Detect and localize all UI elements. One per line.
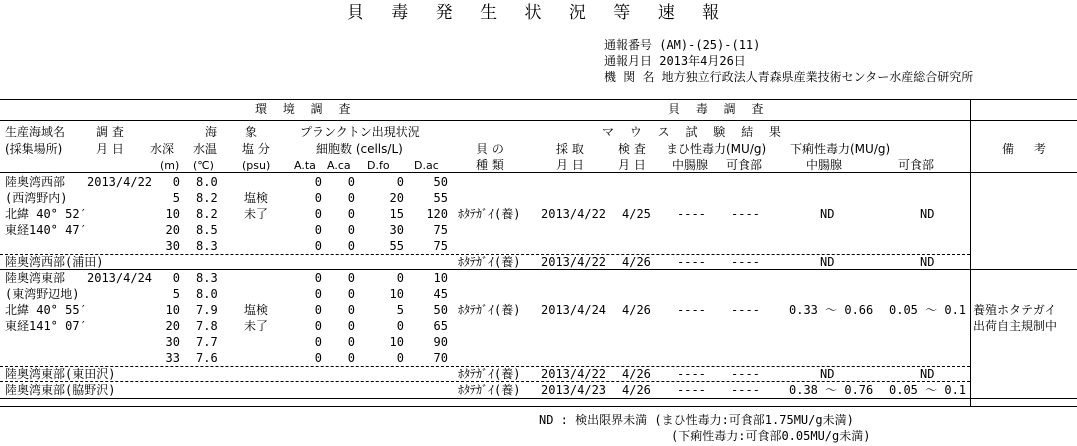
salinity-cell: 未了	[244, 319, 269, 333]
dsp-gland-header: 中腸腺	[806, 158, 843, 172]
sampling-place: (西湾野内)	[5, 191, 68, 205]
water-temp-header: 水温	[193, 142, 218, 156]
phenomenon-header: 象	[245, 125, 258, 139]
dac-cell: 90	[433, 335, 448, 349]
depth-cell: 33	[165, 351, 180, 365]
temp-cell: 8.5	[196, 223, 218, 237]
sampling-date-header: 月 日	[556, 158, 584, 172]
table-bottom-rule	[0, 406, 1077, 407]
ata-cell: 0	[314, 287, 322, 301]
psp-edible-cell: ----	[731, 207, 760, 221]
salinity-unit: (psu)	[242, 159, 271, 172]
dfo-cell: 0	[396, 351, 404, 365]
psp-gland-cell: ----	[677, 303, 706, 317]
ata-cell: 0	[314, 303, 322, 317]
cell-count-header: 細胞数 (cells/L)	[316, 142, 403, 156]
salinity-cell: 塩検	[244, 191, 269, 205]
aca-cell: 0	[347, 239, 355, 253]
ata-cell: 0	[314, 319, 322, 333]
area-name: 陸奥湾東部(東田沢)	[5, 367, 116, 381]
dfo-cell: 30	[389, 223, 404, 237]
dac-cell: 45	[433, 287, 448, 301]
aca-cell: 0	[347, 335, 355, 349]
dac-cell: 65	[433, 319, 448, 333]
report-number: 通報番号 (AM)-(25)-(11)	[604, 38, 761, 52]
aca-cell: 0	[347, 351, 355, 365]
dac-cell: 50	[433, 303, 448, 317]
area-name: 陸奥湾東部	[5, 271, 66, 285]
aca-cell: 0	[347, 223, 355, 237]
temp-cell: 7.6	[196, 351, 218, 365]
sampling-place: (東湾野辺地)	[5, 287, 80, 301]
environment-header: 環 境 調 査	[255, 102, 357, 116]
dsp-gland-cell: 0.38 ～ 0.76	[789, 383, 874, 397]
remarks-header: 備 考	[1002, 142, 1054, 156]
dac-cell: 70	[433, 351, 448, 365]
dac-header: D.ac	[414, 159, 439, 172]
longitude: 東経141° 07′	[5, 319, 87, 333]
psp-edible-header: 可食部	[726, 158, 763, 172]
row-divider	[0, 381, 970, 382]
sample-date-cell: 2013/4/23	[541, 383, 607, 397]
psp-header: まひ性毒力(MU/g)	[666, 142, 767, 156]
ata-cell: 0	[314, 271, 322, 285]
aca-cell: 0	[347, 207, 355, 221]
survey-header: 調 査	[96, 125, 124, 139]
salinity-header: 塩 分	[242, 142, 270, 156]
aca-cell: 0	[347, 303, 355, 317]
dfo-cell: 15	[389, 207, 404, 221]
temp-cell: 7.9	[196, 303, 218, 317]
inspection-date-header: 月 日	[618, 158, 646, 172]
depth-cell: 0	[172, 175, 180, 189]
sample-date-cell: 2013/4/22	[541, 255, 607, 269]
shellfish-header: 貝 の	[476, 142, 504, 156]
remarks-cell: 出荷自主規制中	[973, 319, 1058, 333]
psp-gland-cell: ----	[677, 255, 706, 269]
footnote-dsp: (下痢性毒力:可食部0.05MU/g未満)	[671, 429, 871, 443]
temp-cell: 8.2	[196, 207, 218, 221]
depth-cell: 30	[165, 335, 180, 349]
shellfish-survey-header: 貝 毒 調 査	[668, 102, 770, 116]
test-date-cell: 4/26	[622, 255, 651, 269]
survey-date: 2013/4/24	[87, 271, 153, 285]
psp-gland-cell: ----	[677, 207, 706, 221]
ata-header: A.ta	[294, 159, 316, 172]
dfo-cell: 10	[389, 335, 404, 349]
survey-date-header: 月 日	[96, 142, 124, 156]
sample-date-cell: 2013/4/24	[541, 303, 607, 317]
plankton-header: プランクトン出現状況	[300, 125, 420, 139]
species-header: 種 類	[476, 158, 504, 172]
ata-cell: 0	[314, 175, 322, 189]
psp-gland-header: 中腸腺	[672, 158, 709, 172]
temp-cell: 8.3	[196, 271, 218, 285]
dfo-cell: 0	[396, 319, 404, 333]
temp-cell: 8.0	[196, 287, 218, 301]
test-date-cell: 4/25	[622, 207, 651, 221]
dfo-cell: 0	[396, 271, 404, 285]
longitude: 東経140° 47′	[5, 223, 87, 237]
dsp-gland-cell: ND	[820, 255, 835, 269]
report-title: 貝 毒 発 生 状 況 等 速 報	[346, 3, 731, 23]
latitude: 北緯 40° 52′	[5, 207, 87, 221]
dsp-edible-header: 可食部	[898, 158, 935, 172]
ata-cell: 0	[314, 335, 322, 349]
dfo-cell: 5	[396, 303, 404, 317]
test-date-cell: 4/26	[622, 367, 651, 381]
species-cell: ﾎﾀﾃｶﾞｲ(養)	[458, 207, 521, 221]
header-group-rule	[0, 120, 1077, 121]
depth-cell: 5	[172, 287, 180, 301]
temp-cell: 8.3	[196, 239, 218, 253]
aca-cell: 0	[347, 319, 355, 333]
dac-cell: 10	[433, 271, 448, 285]
report-date: 通報月日 2013年4月26日	[604, 54, 746, 68]
sample-date-cell: 2013/4/22	[541, 367, 607, 381]
depth-cell: 10	[165, 303, 180, 317]
species-cell: ﾎﾀﾃｶﾞｲ(養)	[458, 303, 521, 317]
table-end-rule	[0, 398, 1077, 399]
remarks-column-rule	[970, 99, 971, 406]
row-divider	[0, 269, 1077, 270]
aca-cell: 0	[347, 191, 355, 205]
area-name: 陸奥湾東部(脇野沢)	[5, 383, 116, 397]
survey-date: 2013/4/22	[87, 175, 153, 189]
temp-cell: 7.8	[196, 319, 218, 333]
depth-header: 水深	[150, 142, 175, 156]
agency-name: 機 関 名 地方独立行政法人青森県産業技術センター水産総合研究所	[604, 70, 974, 84]
psp-edible-cell: ----	[731, 255, 760, 269]
dsp-edible-cell: 0.05 ～ 0.1	[889, 303, 967, 317]
psp-edible-cell: ----	[731, 383, 760, 397]
temp-unit: (℃)	[193, 159, 214, 172]
sea-header: 海	[205, 125, 218, 139]
depth-cell: 10	[165, 207, 180, 221]
temp-cell: 7.7	[196, 335, 218, 349]
inspection-header: 検 査	[618, 142, 646, 156]
dsp-edible-cell: 0.05 ～ 0.1	[889, 383, 967, 397]
temp-cell: 8.2	[196, 191, 218, 205]
temp-cell: 8.0	[196, 175, 218, 189]
depth-cell: 20	[165, 319, 180, 333]
depth-cell: 30	[165, 239, 180, 253]
dfo-cell: 10	[389, 287, 404, 301]
dsp-edible-cell: ND	[920, 255, 935, 269]
dsp-edible-cell: ND	[920, 367, 935, 381]
aca-cell: 0	[347, 287, 355, 301]
psp-gland-cell: ----	[677, 383, 706, 397]
dac-cell: 75	[433, 239, 448, 253]
depth-unit: (m)	[160, 159, 180, 172]
psp-edible-cell: ----	[731, 303, 760, 317]
dfo-cell: 20	[389, 191, 404, 205]
dsp-gland-cell: ND	[820, 367, 835, 381]
ata-cell: 0	[314, 223, 322, 237]
ata-cell: 0	[314, 207, 322, 221]
test-date-cell: 4/26	[622, 303, 651, 317]
sample-date-cell: 2013/4/22	[541, 207, 607, 221]
dac-cell: 55	[433, 191, 448, 205]
footnote-nd: ND : 検出限界未満 (まひ性毒力:可食部1.75MU/g未満)	[539, 413, 854, 427]
aca-cell: 0	[347, 271, 355, 285]
sampling-header: 採 取	[556, 142, 584, 156]
dsp-gland-cell: ND	[820, 207, 835, 221]
table-top-rule	[0, 99, 1077, 100]
aca-cell: 0	[347, 175, 355, 189]
dfo-header: D.fo	[367, 159, 390, 172]
test-date-cell: 4/26	[622, 383, 651, 397]
dac-cell: 120	[426, 207, 448, 221]
species-cell: ﾎﾀﾃｶﾞｲ(養)	[458, 367, 521, 381]
area-name: 陸奥湾西部	[5, 175, 66, 189]
psp-edible-cell: ----	[731, 367, 760, 381]
latitude: 北緯 40° 55′	[5, 303, 87, 317]
dsp-header: 下痢性毒力(MU/g)	[790, 142, 891, 156]
area-name: 陸奥湾西部(浦田)	[5, 255, 104, 269]
dsp-gland-cell: 0.33 ～ 0.66	[789, 303, 874, 317]
salinity-cell: 塩検	[244, 303, 269, 317]
ata-cell: 0	[314, 239, 322, 253]
ata-cell: 0	[314, 351, 322, 365]
dac-cell: 75	[433, 223, 448, 237]
salinity-cell: 未了	[244, 207, 269, 221]
mouse-test-header: マ ウ ス 試 験 結 果	[602, 125, 787, 139]
species-cell: ﾎﾀﾃｶﾞｲ(養)	[458, 255, 521, 269]
aca-header: A.ca	[327, 159, 351, 172]
species-cell: ﾎﾀﾃｶﾞｲ(養)	[458, 383, 521, 397]
dfo-cell: 55	[389, 239, 404, 253]
remarks-cell: 養殖ホタテガイ	[973, 303, 1057, 317]
area-name-header: 生産海域名	[5, 125, 66, 139]
dfo-cell: 0	[396, 175, 404, 189]
ata-cell: 0	[314, 191, 322, 205]
dac-cell: 50	[433, 175, 448, 189]
depth-cell: 5	[172, 191, 180, 205]
dsp-edible-cell: ND	[920, 207, 935, 221]
depth-cell: 20	[165, 223, 180, 237]
sampling-place-header: (採集場所)	[5, 142, 63, 156]
depth-cell: 0	[172, 271, 180, 285]
psp-gland-cell: ----	[677, 367, 706, 381]
